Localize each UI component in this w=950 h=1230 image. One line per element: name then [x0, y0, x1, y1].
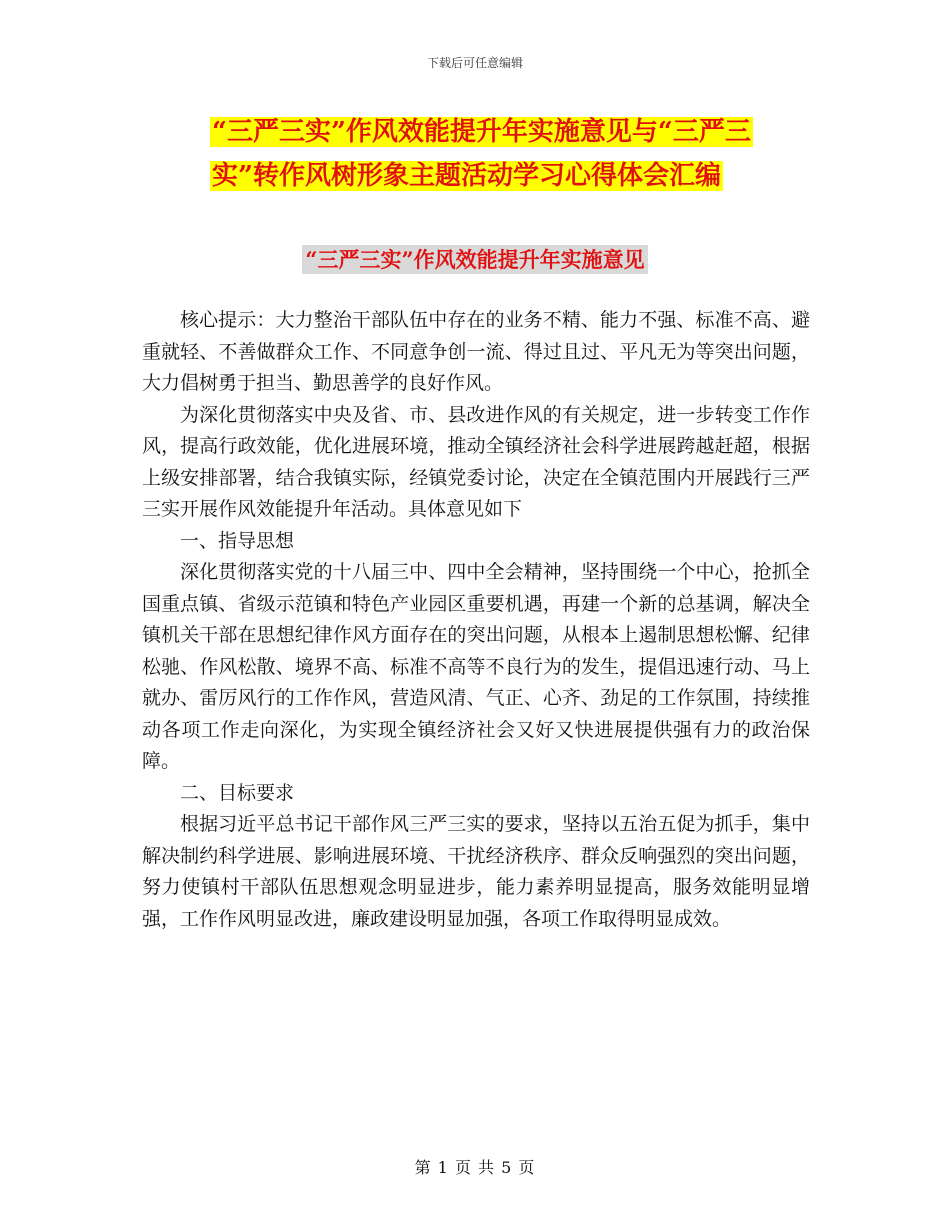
heading-guiding-ideology: 一、指导思想 — [180, 529, 295, 552]
main-title-line-1: “三严三实”作风效能提升年实施意见与“三严三 — [212, 117, 751, 147]
main-title — [210, 110, 810, 198]
paragraph-intro: 为深化贯彻落实中央及省、市、县改进作风的有关规定，进一步转变工作作风，提高行政效能，优化进展环境，推动全镇经济社会科学进展跨越赶超，根据上级安排部署，结合我镇实际，经镇党委讨论，决定在全镇范围内开展践行三严三实开展作风效能提升年活动。具体意见如下 — [142, 403, 810, 520]
paragraph-core-tip: 核心提示：大力整治干部队伍中存在的业务不精、能力不强、标准不高、避重就轻、不善做群众工作、不同意争创一流、得过且过、平凡无为等突出问题，大力倡树勇于担当、勤思善学的良好作风。 — [142, 309, 810, 394]
paragraph-guiding-ideology: 深化贯彻落实党的十八届三中、四中全会精神，坚持围绕一个中心，抢抓全国重点镇、省级示范镇和特色产业园区重要机遇，再建一个新的总基调，解决全镇机关干部在思想纪律作风方面存在的突出问题，从根本上遏制思想松懈、纪律松驰、作风松散、境界不高、标准不高等不良行为的发生，提倡迅速行动、马上就办、雷厉风行的工作作风，营造风清、气正、心齐、劲足的工作氛围，持续推动各项工作走向深化，为实现全镇经济社会又好又快进展提供强有力的政治保障。 — [142, 561, 810, 772]
paragraph-objectives: 根据习近平总书记干部作风三严三实的要求，坚持以五治五促为抓手，集中解决制约科学进展、影响进展环境、干扰经济秩序、群众反响强烈的突出问题，努力使镇村干部队伍思想观念明显进步，能力素养明显提高，服务效能明显增强，工作作风明显改进，廉政建设明显加强，各项工作取得明显成效。 — [142, 813, 810, 930]
section-title-text: “三严三实”作风效能提升年实施意见 — [302, 245, 647, 274]
header-note: 下载后可任意编辑 — [426, 56, 523, 70]
section-title — [0, 244, 950, 274]
heading-objectives: 二、目标要求 — [180, 781, 295, 804]
body-text — [142, 305, 810, 935]
page-footer: 第 1 页 共 5 页 — [414, 1158, 536, 1177]
main-title-line-2: 实”转作风树形象主题活动学习心得体会汇编 — [212, 161, 721, 191]
